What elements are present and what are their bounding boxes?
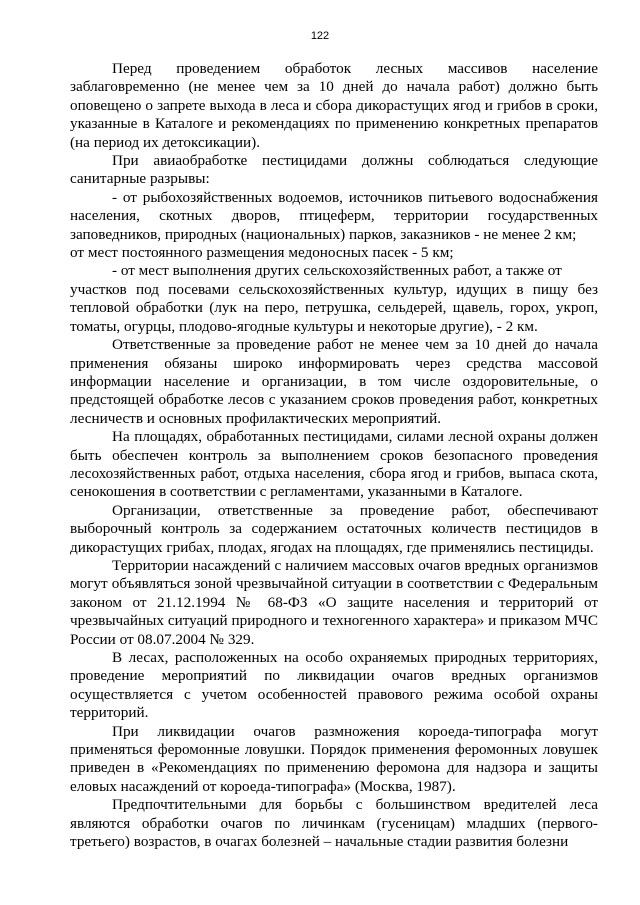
document-body	[70, 60, 598, 851]
paragraph: Территории насаждений с наличием массовых очагов вредных организмов могут объявляться зоной чрезвычайной ситуации в соответствии с Федеральным законом от 21.12.1994 № 68-ФЗ «О защите населения и территорий от чрезвычайных ситуаций природного и техногенного характера» и приказом МЧС России от 08.07.2004 № 329.	[70, 556, 598, 648]
paragraph: Ответственные за проведение работ не менее чем за 10 дней до начала применения обязаны широко информировать через средства массовой информации население и организации, в том числе оздоровительные, о предстоящей обработке лесов с указанием сроков проведения работ, конкретных лесничеств и основных профилактических мероприятий.	[70, 336, 598, 427]
paragraph: Предпочтительными для борьбы с большинством вредителей леса являются обработки очагов по личинкам (гусеницам) младших (первого-третьего) возрастов, в очагах болезней – начальные стадии развития болезни	[70, 796, 598, 851]
paragraph: Организации, ответственные за проведение работ, обеспечивают выборочный контроль за содержанием остаточных количеств пестицидов в дикорастущих грибах, плодах, ягодах на площадях, где применялись пестициды.	[70, 501, 598, 556]
page-number: 122	[310, 30, 330, 42]
paragraph: В лесах, расположенных на особо охраняемых природных территориях, проведение мероприятий по ликвидации очагов вредных организмов осуществляется с учетом особенностей правового режима особой охраны территорий.	[70, 649, 598, 722]
paragraph: Перед проведением обработок лесных массивов население заблаговременно (не менее чем за 10 дней до начала работ) должно быть оповещено о запрете выхода в леса и сбора дикорастущих ягод и грибов в сроки, указанные в Каталоге и рекомендациях по применению конкретных препаратов (на период их детоксикации).	[70, 60, 598, 151]
paragraph: участков под посевами сельскохозяйственных культур, идущих в пищу без тепловой обработки (лук на перо, петрушка, сельдерей, щавель, горох, укроп, томаты, огурцы, плодово-ягодные культуры и некоторые другие), - 2 км.	[70, 280, 598, 335]
paragraph: - от рыбохозяйственных водоемов, источников питьевого водоснабжения населения, скотных дворов, птицеферм, территории государственных заповедников, природных (национальных) парков, заказников - не менее 2 км;	[70, 188, 598, 243]
paragraph: от мест постоянного размещения медоносных пасек - 5 км;	[70, 244, 454, 262]
paragraph: - от мест выполнения других сельскохозяйственных работ, а также от	[112, 262, 562, 280]
paragraph: При ликвидации очагов размножения короеда-типографа могут применяться феромонные ловушки. Порядок применения феромонных ловушек приведен в «Рекомендациях по применению феромона для надзора и защиты еловых насаждений от короеда-типографа» (Москва, 1987).	[70, 722, 598, 795]
paragraph: На площадях, обработанных пестицидами, силами лесной охраны должен быть обеспечен контроль за выполнением сроков безопасного проведения лесохозяйственных работ, отдыха населения, сбора ягод и грибов, выпаса скота, сенокошения в соответствии с регламентами, указанными в Каталоге.	[70, 428, 598, 501]
paragraph: При авиаобработке пестицидами должны соблюдаться следующие санитарные разрывы:	[70, 152, 598, 188]
